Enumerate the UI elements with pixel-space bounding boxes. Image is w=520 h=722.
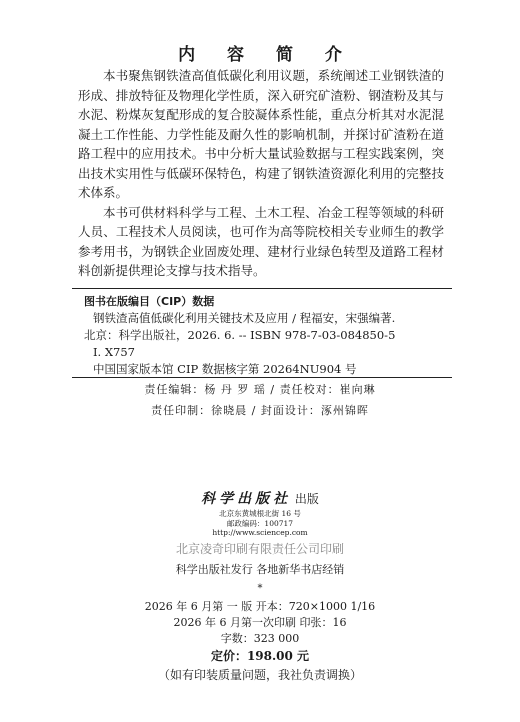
summary-section [78,66,444,281]
editor-credits: 责任编辑：杨 丹 罗 瑶 / 责任校对：崔向琳 [144,383,376,396]
cip-top-rule [72,288,452,289]
cip-record-line: 中国国家版本馆 CIP 数据核字第 20264NU904 号 [93,362,357,376]
publisher-logo: 科学出版社 [201,491,292,507]
cip-publication-line: 北京：科学出版社，2026. 6. -- ISBN 978-7-03-084850-5 [84,328,396,342]
word-count-line: 字数：323 000 [220,632,300,645]
printing-line: 2026 年 6 月第一次印刷 印张：16 [173,616,347,629]
page-title: 内 容 简 介 [178,45,355,65]
publisher-postcode: 邮政编码：100717 [226,519,294,528]
publisher-suffix: 出版 [294,492,319,506]
publisher-website: http://www.sciencep.com [212,528,308,537]
quality-notice: （如有印装质量问题，我社负责调换） [157,668,362,682]
production-credits: 责任印制：徐晓晨 / 封面设计：涿州锦晖 [151,404,369,417]
edition-line: 2026 年 6 月第 一 版 开本：720×1000 1/16 [144,600,376,613]
cip-block [84,293,456,378]
summary-paragraph: 本书聚焦钢铁渣高值低碳化利用议题，系统阐述工业钢铁渣的形成、排放特征及物理化学性质，深入研究矿渣粉、钢渣粉及其与水泥、粉煤灰复配形成的复合胶凝体系性能，重点分析其对水泥混凝土工作性能、力学性能及耐久性的影响机制，并探讨矿渣粉在道路工程中的应用技术。书中分析大量试验数据与工程实践案例，突出技术实用性与低碳环保特色，构建了钢铁渣资源化利用的完整技术体系。 [78,68,444,200]
separator-star: * [257,583,263,594]
distribution-line: 科学出版社发行 各地新华书店经销 [175,563,345,576]
cip-classification-line: Ⅰ. X757 [93,345,135,359]
price-line: 定价：198.00 元 [210,649,310,663]
cip-heading: 图书在版编目（CIP）数据 [84,295,215,308]
summary-paragraph: 本书可供材料科学与工程、土木工程、冶金工程等领域的科研人员、工程技术人员阅读，也可作为高等院校相关专业师生的教学参考用书，为钢铁企业固废处理、建材行业绿色转型及道路工程材料创新提供理论支撑与技术指导。 [78,204,444,278]
cip-bottom-rule [72,377,452,378]
publisher-address: 北京东黄城根北街 16 号 [219,509,301,518]
publisher-line [0,488,520,508]
printer-line: 北京凌奇印刷有限责任公司印刷 [175,542,344,556]
cip-title-line: 钢铁渣高值低碳化利用关键技术及应用 / 程福安，宋强编著. [93,311,396,325]
